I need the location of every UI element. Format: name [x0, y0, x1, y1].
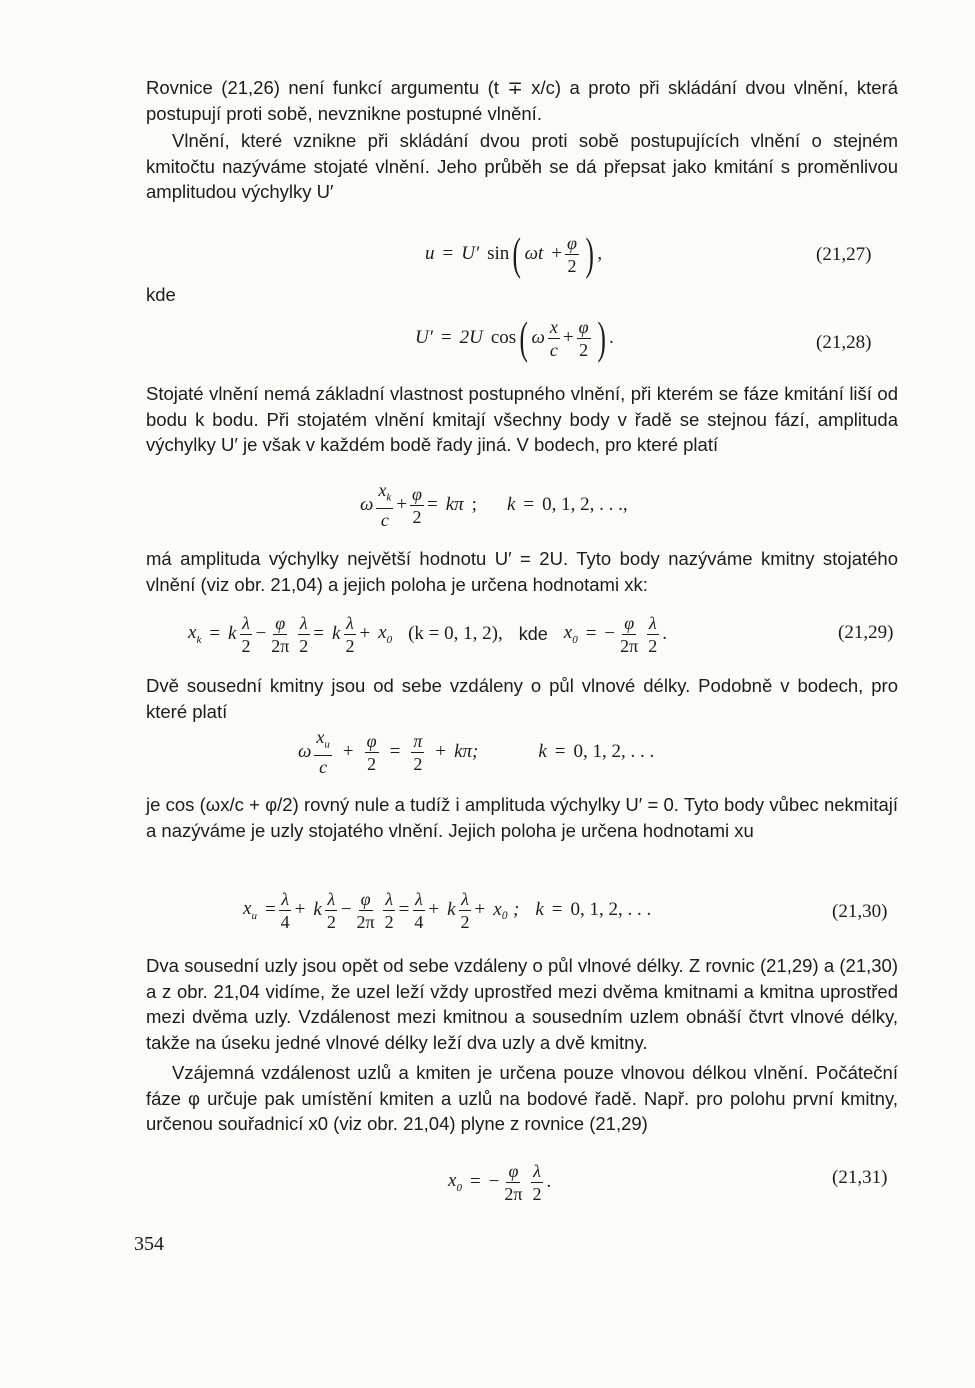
equation-number-21-27: (21,27): [816, 244, 872, 265]
paragraph-5: Dvě sousední kmitny jsou od sebe vzdáleny o půl vlnové délky. Podobně v bodech, pro které platí: [146, 675, 898, 722]
equation-21-31: $x_0$ = − $\frac{\varphi}{2\pi}$ $\frac{\lambda}{2}$ .: [448, 1160, 552, 1204]
equation-number-21-29: (21,29): [838, 622, 894, 643]
paragraph-1: Rovnice (21,26) není funkcí argumentu (t ∓ x/c) a proto při skládání dvou vlnění, která postupují proti sobě, nevznikne postupné vlnění.: [146, 77, 898, 124]
paragraph-7: Dva sousední uzly jsou opět od sebe vzdáleny o půl vlnové délky. Z rovnic (21,29) a (21,30) a z obr. 21,04 vidíme, že uzel leží vždy uprostřed mezi dvěma kmitnami a kmitna uprostřed mezi dvěma uzly. Vzdálenost mezi kmitnou a sousedním uzlem obnáší čtvrt vlnové délky, takže na úseku jedné vlnové délky leží dva uzly a dvě kmitny.: [146, 955, 898, 1053]
equation-node-condition: ω $\frac{x_u}{c}$ + $\frac{\varphi}{2}$ = $\frac{\pi}{2}$ + kπ; k = 0, 1, 2, . . .: [298, 726, 655, 778]
paragraph-8: Vzájemná vzdálenost uzlů a kmiten je určena pouze vlnovou délkou vlnění. Počáteční fáze φ určuje pak umístění kmiten a uzlů na bodové řadě. Např. pro polohu první kmitny, určenou souřadnicí x0 (viz obr. 21,04) plyne z rovnice (21,29): [146, 1062, 898, 1134]
equation-21-27: u = U′ sin ( ωt + $\frac{\varphi}{2}$ ) ,: [425, 228, 603, 279]
equation-21-30: $x_u$ = $\frac{\lambda}{4}$ + k $\frac{\lambda}{2}$ − $\frac{\varphi}{2\pi}$ $\frac{\lambda}{2}$ = $\frac{\lambda}{4}$ + k $\frac{\lambda}{2}$ + x₀ ; k = 0, 1, 2, . . .: [243, 888, 652, 932]
kde-label: kde: [146, 284, 176, 305]
paragraph-6: je cos (ωx/c + φ/2) rovný nule a tudíž i amplituda výchylky U′ = 0. Tyto body vůbec nekmitají a nazýváme je uzly stojatého vlnění. Jejich poloha je určena hodnotami xu: [146, 794, 898, 841]
paragraph-2: Vlnění, které vznikne při skládání dvou proti sobě postupujících vlnění o stejném kmitočtu nazýváme stojaté vlnění. Jeho průběh se dá přepsat jako kmitání s proměnlivou amplitudou výchylky U′: [146, 130, 898, 202]
equation-antinode-condition: ω $\frac{x_k}{c}$ + $\frac{\varphi}{2}$ = kπ ; k = 0, 1, 2, . . .,: [360, 479, 628, 531]
paragraph-4: má amplituda výchylky největší hodnotu U′ = 2U. Tyto body nazýváme kmitny stojatého vlnění (viz obr. 21,04) a jejich poloha je určena hodnotami xk:: [146, 548, 898, 595]
equation-21-28: U′ = 2U cos ( ω $\frac{x}{c}$ + $\frac{\varphi}{2}$ ) .: [415, 312, 614, 363]
equation-number-21-31: (21,31): [832, 1167, 888, 1188]
equation-21-29: $x_k$ = k $\frac{\lambda}{2}$ − $\frac{\varphi}{2\pi}$ $\frac{\lambda}{2}$ = k $\frac{\lambda}{2}$ + $x_0$ (k = 0, 1, 2), kde $x_0$ = − $\frac{\varphi}{2\pi}$ $\frac{\lambda}{2}$ .: [188, 612, 667, 656]
equation-number-21-30: (21,30): [832, 901, 888, 922]
paragraph-3: Stojaté vlnění nemá základní vlastnost postupného vlnění, při kterém se fáze kmitání liší od bodu k bodu. Při stojatém vlnění kmitají všechny body v řadě se stejnou fází, amplituda výchylky U′ je však v každém bodě řady jiná. V bodech, pro které platí: [146, 383, 898, 455]
page-number: 354: [134, 1233, 164, 1255]
equation-number-21-28: (21,28): [816, 332, 872, 353]
